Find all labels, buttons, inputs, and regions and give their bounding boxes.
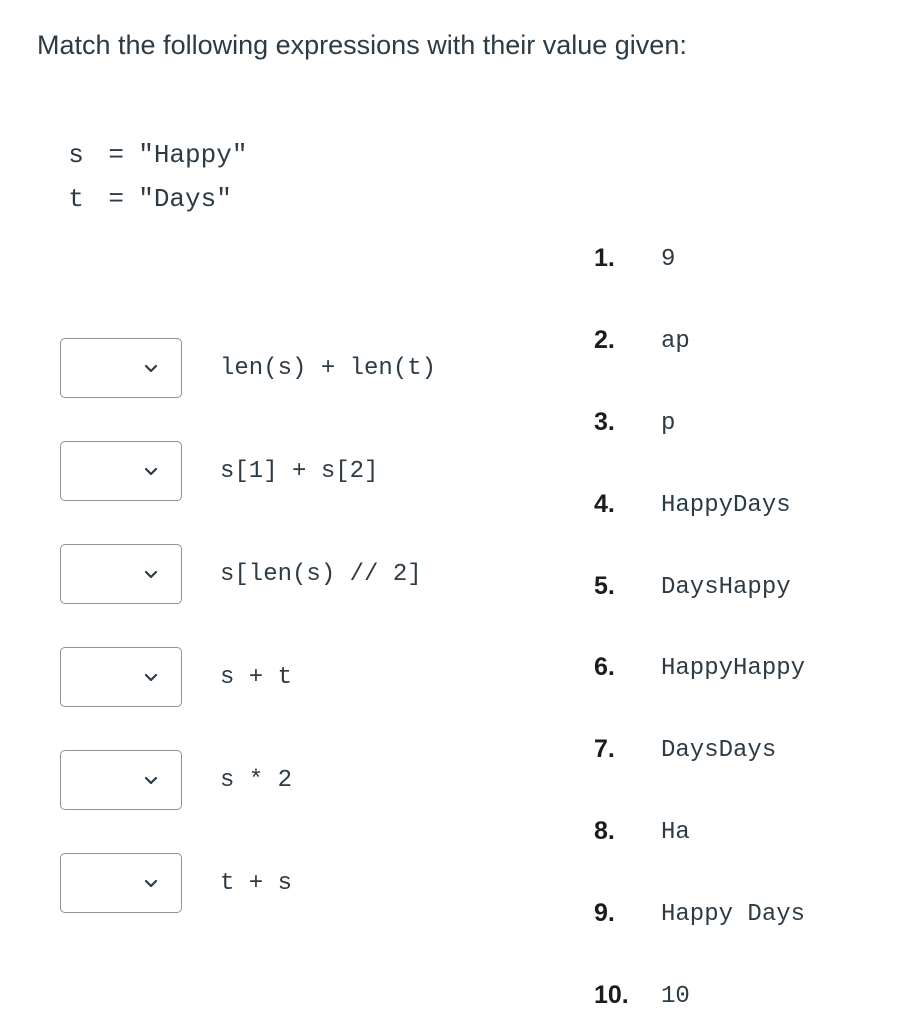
- expression-6: t + s: [220, 870, 293, 897]
- answer-number: 5.: [594, 572, 615, 600]
- variable-name: t: [68, 184, 84, 214]
- chevron-down-icon: [143, 464, 159, 480]
- chevron-down-icon: [143, 670, 159, 686]
- answer-number: 1.: [594, 244, 615, 272]
- answer-value: Happy Days: [661, 901, 806, 928]
- answer-number: 10.: [594, 981, 629, 1009]
- chevron-down-icon: [143, 567, 159, 583]
- expression-3: s[len(s) // 2]: [220, 561, 422, 588]
- variable-t: [37, 154, 232, 214]
- answer-dropdown-1[interactable]: [60, 338, 182, 398]
- chevron-down-icon: [143, 876, 159, 892]
- answer-value: 9: [661, 246, 676, 273]
- variable-value: "Days": [138, 184, 232, 214]
- expression-1: len(s) + len(t): [220, 355, 437, 382]
- equals-sign: =: [108, 140, 125, 170]
- variable-value: "Happy": [138, 140, 248, 170]
- answer-dropdown-5[interactable]: [60, 750, 182, 810]
- answer-value: Ha: [661, 819, 690, 846]
- answer-value: ap: [661, 328, 690, 355]
- equals-sign: =: [108, 184, 125, 214]
- answer-number: 4.: [594, 490, 615, 518]
- chevron-down-icon: [143, 773, 159, 789]
- answer-value: DaysDays: [661, 737, 777, 764]
- answer-value: HappyDays: [661, 492, 791, 519]
- answer-number: 2.: [594, 326, 615, 354]
- answer-value: DaysHappy: [661, 574, 791, 601]
- answer-number: 8.: [594, 817, 615, 845]
- answer-dropdown-6[interactable]: [60, 853, 182, 913]
- answer-number: 7.: [594, 735, 615, 763]
- chevron-down-icon: [143, 361, 159, 377]
- answer-dropdown-2[interactable]: [60, 441, 182, 501]
- variable-name: s: [68, 140, 84, 170]
- expression-2: s[1] + s[2]: [220, 458, 379, 485]
- answer-number: 3.: [594, 408, 615, 436]
- expression-5: s * 2: [220, 767, 293, 794]
- answer-value: HappyHappy: [661, 655, 806, 682]
- question-prompt: Match the following expressions with their value given:: [37, 30, 687, 60]
- answer-dropdown-3[interactable]: [60, 544, 182, 604]
- answer-number: 9.: [594, 899, 615, 927]
- answer-number: 6.: [594, 653, 615, 681]
- answer-value: 10: [661, 983, 690, 1010]
- answer-dropdown-4[interactable]: [60, 647, 182, 707]
- expression-4: s + t: [220, 664, 293, 691]
- answer-value: p: [661, 410, 676, 437]
